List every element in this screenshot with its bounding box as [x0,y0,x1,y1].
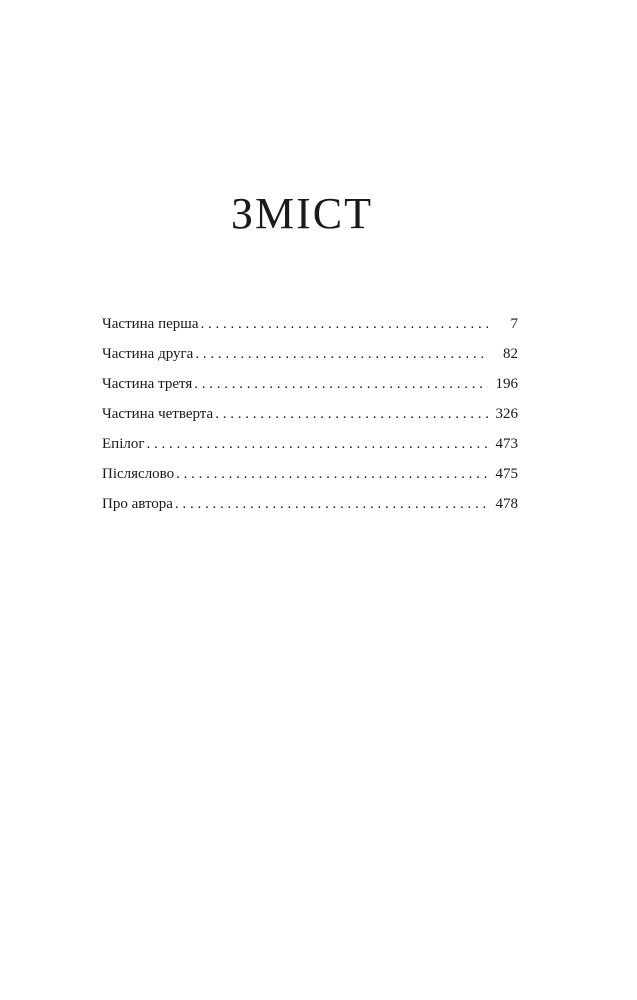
dot-leader [147,429,489,459]
table-of-contents [102,309,518,519]
toc-entry [102,309,518,339]
dot-leader [215,399,488,429]
toc-entry [102,429,518,459]
toc-entry [102,459,518,489]
page-title: ЗМІСТ [230,189,374,238]
dot-leader [176,459,488,489]
dot-leader [175,489,488,519]
toc-entry-label: Частина перша [102,316,199,332]
toc-entry-page-number: 196 [495,376,518,392]
dot-leader [194,369,488,399]
toc-entry [102,369,518,399]
toc-entry [102,489,518,519]
toc-entry-label: Частина четверта [102,406,214,422]
toc-entry-page-number: 326 [495,406,518,422]
toc-entry-label: Частина друга [102,346,194,362]
toc-entry-label: Епілог [102,436,145,452]
toc-entry-label: Частина третя [102,376,193,392]
toc-entry [102,399,518,429]
toc-entry-page-number: 7 [510,316,518,332]
toc-entry-page-number: 478 [495,496,518,512]
toc-entry-page-number: 473 [495,436,518,452]
toc-entry-page-number: 82 [503,346,518,362]
toc-entry-page-number: 475 [495,466,518,482]
toc-entry-label: Про автора [102,496,173,512]
dot-leader [195,339,488,369]
dot-leader [200,309,488,339]
toc-entry [102,339,518,369]
toc-entry-label: Післяслово [102,466,175,482]
